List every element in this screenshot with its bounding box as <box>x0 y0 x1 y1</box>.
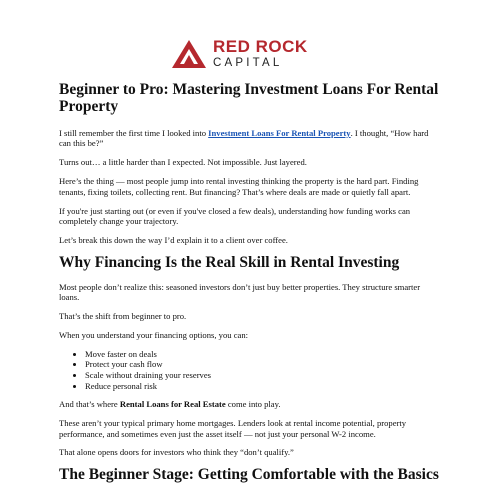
article-body <box>59 81 439 494</box>
paragraph-rental-loans <box>59 399 439 409</box>
paragraph: When you understand your financing options, you can: <box>59 329 249 340</box>
paragraph-text: And that’s where <box>59 399 120 410</box>
section-heading-beginner-stage: The Beginner Stage: Getting Comfortable with the Basics <box>59 466 439 484</box>
investment-loans-link[interactable]: Investment Loans For Rental Property <box>208 128 351 138</box>
paragraph: Most people don’t realize this: seasoned investors don’t just buy better properties. They structure smarter loans. <box>59 281 421 303</box>
list-item: • Move faster on deals <box>85 349 439 360</box>
paragraph: Turns out… a little harder than I expected. Not impossible. Just layered. <box>59 157 307 168</box>
paragraph: These aren’t your typical primary home mortgages. Lenders look at rental income potential, property performance, and sometimes even just the asset itself — not just your personal W-2 income. <box>59 418 407 439</box>
paragraph-intro-text: I still remember the first time I looked into <box>59 128 209 138</box>
list-item: • Protect your cash flow <box>85 359 439 370</box>
paragraph: Let’s break this down the way I’d explain it to a client over coffee. <box>59 234 288 245</box>
paragraph: That alone opens doors for investors who think they “don’t qualify.” <box>59 447 294 458</box>
paragraph-text-end: come into play. <box>225 399 281 410</box>
section-heading-financing: Why Financing Is the Real Skill in Rental Investing <box>59 253 400 271</box>
paragraph-intro-text-end: . I thought, “How hard can this be?” <box>59 128 429 149</box>
company-logo <box>171 38 308 70</box>
rental-loans-bold: Rental Loans for Real Estate <box>119 399 226 410</box>
paragraph: Here’s the thing — most people jump into rental investing thinking the property is the hard part. Finding tenants, fixing toilets, collecting rent. But financing? That’s where deals are made or quietly fall apart. <box>59 176 419 197</box>
list-item: • Scale without draining your reserves <box>85 370 439 381</box>
article-title: Beginner to Pro: Mastering Investment Loans For Rental Property <box>59 81 439 115</box>
paragraph: If you're just starting out (or even if you've closed a few deals), understanding how funding works can completely change your trajectory. <box>59 205 411 226</box>
mountain-peak-icon <box>171 39 207 69</box>
benefits-list <box>59 349 439 391</box>
logo-wordmark-top: RED ROCK <box>213 37 308 56</box>
paragraph: That’s the shift from beginner to pro. <box>59 311 187 322</box>
logo-wordmark-bottom: CAPITAL <box>213 57 283 69</box>
paragraph-intro <box>59 128 439 149</box>
list-item: • Reduce personal risk <box>85 381 439 392</box>
